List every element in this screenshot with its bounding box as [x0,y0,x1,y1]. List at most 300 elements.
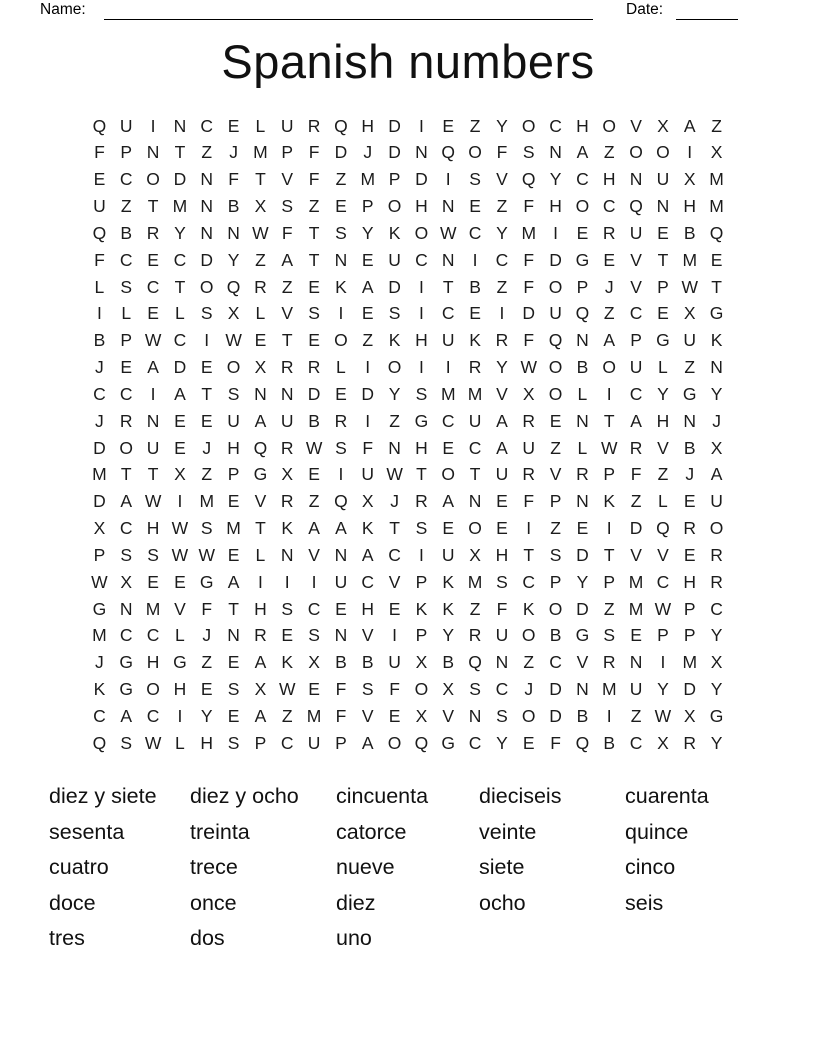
grid-letter: K [93,679,106,700]
grid-letter: F [523,491,535,512]
grid-letter: G [92,598,107,619]
grid-letter: N [710,357,723,378]
grid-letter: G [656,330,670,351]
grid-letter: E [227,705,240,726]
grid-letter: P [603,571,616,592]
grid-letter: M [199,491,215,512]
grid-letter: C [495,249,509,270]
grid-letter: J [95,410,104,431]
grid-letter: C [146,276,160,297]
grid-letter: Q [575,303,590,324]
grid-letter: M [467,383,483,404]
grid-letter: U [683,330,697,351]
grid-letter: P [630,330,642,351]
grid-letter: I [687,142,693,163]
grid-letter: M [628,571,644,592]
grid-letter: E [227,544,240,565]
grid-letter: D [576,544,589,565]
grid-letter: E [603,249,616,270]
grid-letter: Z [523,652,535,673]
grid-letter: S [308,625,320,646]
page-title: Spanish numbers [221,35,595,88]
grid-letter: Z [335,169,347,190]
grid-letter: N [468,491,482,512]
grid-letter: U [441,544,455,565]
grid-letter: H [549,196,562,217]
grid-letter: M [360,169,376,190]
grid-letter: O [709,518,724,539]
grid-letter: L [577,383,588,404]
grid-letter: X [710,437,723,458]
grid-letter: P [388,169,401,190]
grid-letter: N [441,196,455,217]
grid-letter: W [439,222,457,243]
grid-letter: A [120,491,133,512]
grid-letter: V [630,115,642,136]
grid-letter: A [335,518,347,539]
grid-letter: D [388,142,401,163]
grid-letter: T [603,544,615,565]
grid-letter: C [307,598,321,619]
grid-letter: Y [496,222,508,243]
grid-letter: C [119,249,133,270]
grid-letter: E [442,518,455,539]
grid-letter: R [334,410,348,431]
word-list-item: ocho [479,890,526,915]
grid-letter: V [442,705,455,726]
grid-letter: F [335,705,347,726]
grid-letter: U [93,196,106,217]
grid-letter: E [683,544,696,565]
grid-letter: D [549,679,562,700]
grid-letter: V [496,169,508,190]
grid-letter: P [657,276,669,297]
grid-letter: A [147,357,159,378]
grid-letter: E [522,732,535,753]
grid-letter: V [549,464,562,485]
word-list-item: cinco [625,855,676,880]
grid-letter: X [683,705,696,726]
grid-letter: R [468,625,482,646]
grid-letter: S [522,142,535,163]
grid-letter: N [576,491,589,512]
grid-letter: V [361,705,374,726]
grid-letter: A [361,732,374,753]
grid-letter: V [630,276,642,297]
grid-letter: H [656,410,670,431]
grid-letter: R [576,464,589,485]
grid-letter: O [548,276,563,297]
grid-letter: S [200,518,213,539]
grid-letter: T [255,169,266,190]
grid-letter: B [227,196,240,217]
word-list-column [479,779,625,957]
grid-letter: L [175,303,185,324]
grid-letter: G [441,732,456,753]
grid-letter: I [418,357,424,378]
grid-letter: E [335,383,347,404]
grid-letter: H [683,196,697,217]
grid-letter: E [200,410,213,431]
grid-letter: Z [201,464,213,485]
grid-letter: U [388,652,401,673]
grid-letter: J [95,652,104,673]
grid-letter: X [657,732,669,753]
grid-letter: C [415,249,428,270]
grid-letter: X [281,464,294,485]
grid-letter: C [441,410,455,431]
grid-letter: T [174,142,186,163]
grid-letter: U [388,249,401,270]
grid-letter: H [415,437,428,458]
grid-letter: S [496,571,508,592]
word-list-item: seis [625,890,664,915]
grid-letter: R [602,222,616,243]
grid-letter: O [629,142,643,163]
word-list-item: dos [190,926,225,951]
grid-letter: D [576,598,589,619]
grid-letter: Z [603,598,615,619]
grid-letter: F [496,142,508,163]
grid-letter: K [388,222,401,243]
grid-letter: G [414,410,429,431]
grid-letter: J [390,491,399,512]
grid-letter: M [682,249,698,270]
grid-letter: E [335,598,347,619]
grid-letter: X [415,652,428,673]
grid-letter: E [93,169,106,190]
grid-letter: M [682,652,698,673]
grid-letter: P [335,732,347,753]
grid-letter: I [606,518,612,539]
grid-letter: V [630,544,642,565]
grid-letter: E [630,625,642,646]
grid-letter: C [93,705,106,726]
grid-letter: U [522,437,536,458]
word-list-item: sesenta [49,819,125,844]
grid-letter: R [146,222,160,243]
grid-letter: C [468,732,482,753]
grid-letter: E [254,330,267,351]
grid-letter: X [174,464,186,485]
grid-letter: O [414,222,429,243]
grid-letter: A [630,410,642,431]
grid-letter: P [254,732,267,753]
grid-letter: B [308,410,320,431]
grid-letter: I [150,383,156,404]
grid-letter: E [442,115,455,136]
grid-letter: J [95,357,104,378]
grid-letter: N [200,169,214,190]
grid-letter: P [120,142,133,163]
grid-letter: K [335,276,347,297]
grid-letter: M [226,518,241,539]
grid-letter: L [94,276,105,297]
grid-letter: H [227,437,240,458]
grid-letter: T [308,222,320,243]
grid-letter: B [361,652,374,673]
grid-letter: V [657,544,669,565]
grid-letter: D [173,169,187,190]
grid-letter: O [656,142,670,163]
grid-letter: L [175,732,185,753]
grid-letter: B [683,222,696,243]
grid-letter: I [177,491,183,512]
grid-letter: O [548,357,563,378]
grid-letter: V [281,169,294,190]
grid-letter: O [602,115,617,136]
grid-letter: Y [200,705,213,726]
grid-letter: O [521,705,536,726]
grid-letter: Q [441,142,456,163]
grid-letter: N [200,196,214,217]
grid-letter: H [415,330,428,351]
grid-letter: S [281,196,294,217]
grid-letter: O [226,357,241,378]
grid-letter: N [683,410,697,431]
grid-letter: W [252,222,269,243]
grid-letter: Z [711,115,722,136]
grid-letter: R [522,410,536,431]
grid-letter: H [146,652,160,673]
grid-letter: W [144,491,162,512]
grid-letter: D [93,491,106,512]
grid-letter: A [442,491,455,512]
grid-letter: D [388,276,401,297]
grid-letter: W [278,679,296,700]
grid-letter: W [520,357,537,378]
grid-letter: N [173,115,187,136]
grid-letter: W [654,705,672,726]
grid-letter: I [177,705,183,726]
grid-letter: Q [253,437,268,458]
grid-letter: Q [656,518,670,539]
grid-letter: Z [201,142,213,163]
word-list-item: nueve [336,855,395,880]
grid-letter: Y [710,679,723,700]
grid-letter: R [307,115,321,136]
grid-letter: G [199,571,214,592]
grid-letter: C [93,383,106,404]
grid-letter: X [361,491,374,512]
grid-letter: Y [710,383,723,404]
grid-letter: C [361,571,375,592]
grid-letter: G [682,383,697,404]
grid-letter: C [468,437,482,458]
grid-letter: D [361,383,375,404]
grid-letter: S [308,303,320,324]
grid-letter: J [712,410,721,431]
grid-letter: U [468,410,482,431]
grid-letter: U [656,169,670,190]
grid-letter: R [602,652,616,673]
grid-letter: D [93,437,106,458]
grid-letter: D [522,303,536,324]
grid-letter: E [308,679,320,700]
grid-letter: S [335,437,347,458]
grid-letter: H [254,598,267,619]
grid-letter: L [121,303,132,324]
grid-letter: O [199,276,214,297]
grid-letter: E [469,303,481,324]
grid-letter: X [710,142,723,163]
grid-letter: X [683,169,696,190]
grid-letter: M [92,464,107,485]
grid-letter: J [524,679,534,700]
grid-letter: L [658,357,668,378]
grid-letter: C [441,303,455,324]
grid-letter: U [307,732,321,753]
grid-letter: O [521,115,536,136]
grid-letter: C [173,249,187,270]
grid-letter: I [257,571,263,592]
grid-letter: A [254,652,267,673]
grid-letter: I [418,544,424,565]
grid-letter: I [553,222,559,243]
grid-letter: M [628,598,644,619]
grid-letter: P [120,330,133,351]
grid-letter: S [120,544,133,565]
grid-letter: Z [255,249,266,270]
grid-letter: Z [120,196,132,217]
grid-letter: E [496,491,508,512]
grid-letter: E [710,249,723,270]
grid-letter: S [415,383,428,404]
grid-letter: M [521,222,537,243]
word-list-column [190,779,336,957]
grid-letter: Z [281,705,293,726]
grid-letter: V [630,249,642,270]
grid-letter: Y [496,115,508,136]
grid-letter: O [468,142,482,163]
grid-letter: O [521,625,536,646]
grid-letter: U [495,464,509,485]
grid-letter: V [254,491,267,512]
grid-letter: S [361,679,374,700]
grid-letter: E [308,330,320,351]
grid-letter: T [442,276,454,297]
grid-letter: N [254,383,267,404]
grid-letter: F [308,169,320,190]
grid-letter: Y [657,383,669,404]
grid-letter: P [361,196,374,217]
grid-letter: O [548,598,563,619]
grid-letter: Y [576,571,589,592]
grid-letter: L [255,303,266,324]
word-list [49,779,709,957]
word-list-item: cuatro [49,855,109,880]
grid-letter: A [120,705,133,726]
grid-letter: D [200,249,214,270]
grid-letter: I [338,303,344,324]
grid-letter: C [146,705,160,726]
date-blank-line [676,19,738,20]
grid-letter: E [227,652,240,673]
word-list-item: diez y siete [49,784,157,808]
grid-letter: H [683,571,697,592]
grid-letter: P [603,464,616,485]
grid-letter: B [683,437,696,458]
grid-letter: E [657,303,669,324]
grid-letter: I [365,357,371,378]
grid-letter: U [334,571,348,592]
grid-letter: U [119,115,133,136]
grid-letter: S [200,303,213,324]
grid-letter: E [683,491,696,512]
grid-letter: F [94,249,105,270]
grid-letter: I [526,518,532,539]
grid-letter: K [388,330,401,351]
grid-letter: O [468,518,482,539]
grid-letter: E [657,222,669,243]
grid-letter: N [629,652,643,673]
grid-letter: O [575,196,590,217]
grid-letter: P [549,571,562,592]
grid-letter: Y [710,732,723,753]
grid-letter: C [629,303,643,324]
grid-letter: Q [575,732,590,753]
grid-letter: Z [684,357,696,378]
grid-letter: J [202,625,212,646]
grid-letter: B [442,652,455,673]
grid-letter: S [415,518,428,539]
word-list-item: trece [190,855,238,880]
word-list-item: catorce [336,819,407,844]
grid-letter: X [522,383,535,404]
grid-letter: U [441,330,455,351]
grid-letter: X [227,303,240,324]
grid-letter: F [308,142,320,163]
grid-letter: F [389,679,400,700]
grid-letter: U [361,464,375,485]
grid-letter: Q [334,491,348,512]
grid-letter: M [601,679,617,700]
grid-letter: S [335,222,347,243]
grid-letter: W [198,544,215,565]
grid-letter: M [253,142,268,163]
grid-letter: R [710,544,723,565]
grid-letter: N [576,330,589,351]
grid-letter: E [549,410,562,431]
date-label: Date: [626,1,664,18]
grid-letter: V [308,544,320,565]
grid-letter: D [307,383,321,404]
grid-letter: I [204,330,210,351]
grid-letter: V [281,303,294,324]
grid-letter: S [469,169,481,190]
grid-letter: C [495,679,509,700]
grid-letter: F [523,276,535,297]
grid-letter: Y [710,625,723,646]
grid-letter: Q [414,732,429,753]
grid-letter: Z [389,410,400,431]
grid-letter: T [255,518,266,539]
grid-letter: J [363,142,373,163]
grid-letter: A [603,330,616,351]
grid-letter: J [229,142,238,163]
grid-letter: D [334,142,348,163]
grid-letter: V [388,571,401,592]
grid-letter: M [709,169,724,190]
grid-letter: F [496,598,508,619]
grid-letter: U [710,491,723,512]
grid-letter: E [174,437,186,458]
grid-letter: X [254,196,267,217]
grid-letter: S [120,732,133,753]
grid-letter: J [202,437,212,458]
grid-letter: L [658,491,668,512]
grid-letter: X [254,357,267,378]
